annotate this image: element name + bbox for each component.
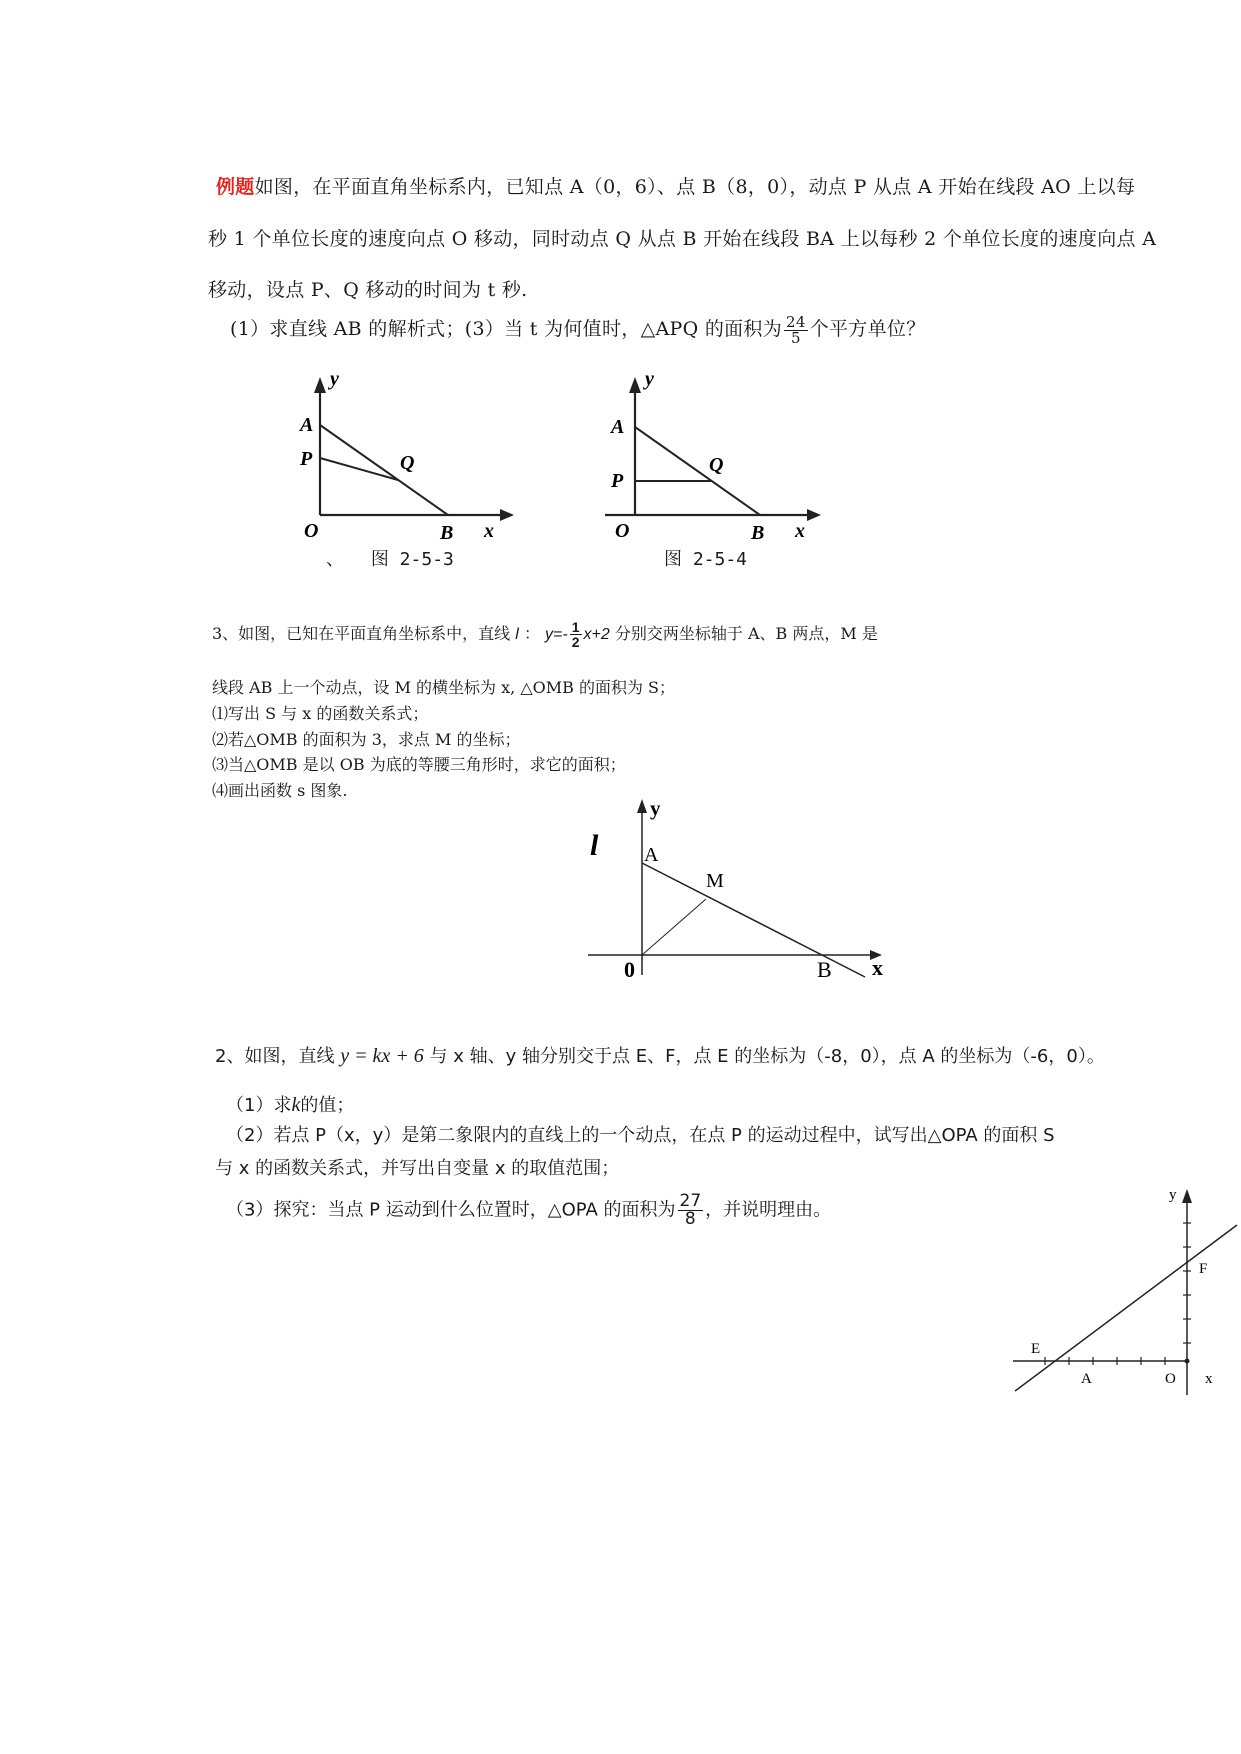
q2-item1-pre: （1）求	[226, 1095, 292, 1116]
example-line-2: 秒 1 个单位长度的速度向点 O 移动，同时动点 Q 从点 B 开始在线段 BA 上以每秒 2 个单位长度的速度向点 A	[208, 228, 1157, 250]
q2-fig-label-e: E	[1031, 1341, 1041, 1357]
fig2-label-a: A	[611, 416, 625, 438]
q2-line1-pre: 2、如图，直线	[215, 1046, 335, 1067]
q2-fig-label-y: y	[1169, 1187, 1177, 1203]
q2-item1-k: k	[291, 1094, 301, 1116]
fig1-label-p: P	[300, 448, 313, 470]
fig2-label-b: B	[751, 522, 765, 544]
q2-item-2-line-2: 与 x 的函数关系式，并写出自变量 x 的取值范围；	[215, 1158, 620, 1179]
q3-item-1: ⑴写出 S 与 x 的函数关系式；	[212, 704, 429, 723]
q2-item3-post: ，并说明理由。	[705, 1199, 832, 1221]
figure-2-5-3	[290, 365, 530, 570]
q3-colon: ：	[523, 624, 540, 643]
caption-mark: 、	[326, 549, 344, 570]
figure-2-5-4	[597, 365, 837, 570]
q3-line-2: 线段 AB 上一个动点，设 M 的横坐标为 x, △OMB 的面积为 S；	[212, 678, 676, 697]
fig1-label-q: Q	[400, 452, 415, 474]
example-question-post: 个平方单位？	[809, 318, 926, 340]
q2-item-2-line-1: （2）若点 P（x，y）是第二象限内的直线上的一个动点，在点 P 的运动过程中，试写出△OPA 的面积 S	[226, 1125, 1055, 1146]
q2-fig-label-f: F	[1199, 1261, 1208, 1277]
example-line-1	[216, 172, 1135, 199]
q3-item-4: ⑷画出函数 s 图象.	[212, 781, 348, 800]
q3-item-2: ⑵若△OMB 的面积为 3，求点 M 的坐标；	[212, 730, 521, 749]
fraction-denominator: 5	[790, 328, 801, 347]
fraction-24-5	[784, 312, 808, 347]
figure-q3	[580, 795, 900, 985]
fraction-numerator: 27	[679, 1191, 702, 1211]
q2-item1-post: 的值；	[300, 1095, 355, 1116]
fraction-denominator: 8	[684, 1209, 696, 1229]
fig2-label-p: P	[611, 470, 624, 492]
q2-line-1	[215, 1042, 1105, 1068]
q2-fig-label-o: O	[1165, 1371, 1176, 1387]
fig1-label-o: O	[304, 520, 319, 542]
figure-q2	[1005, 1185, 1241, 1405]
q3-fig-label-o: 0	[624, 957, 635, 982]
q3-fig-label-m: M	[706, 870, 724, 892]
example-line-3: 移动，设点 P、Q 移动的时间为 t 秒.	[208, 279, 528, 301]
q3-pre: 3、如图，已知在平面直角坐标系中，直线	[212, 624, 511, 643]
fig2-label-q: Q	[709, 454, 724, 476]
q2-fig-label-x: x	[1205, 1371, 1213, 1387]
fig1-label-x: x	[484, 520, 494, 542]
example-question	[230, 314, 926, 346]
fig2-label-x: x	[795, 520, 805, 542]
caption-text: 图 2-5-3	[370, 549, 454, 570]
example-question-pre: (1）求直线 AB 的解析式；(3）当 t 为何值时，△APQ 的面积为	[230, 318, 783, 340]
q3-line-1	[212, 620, 878, 649]
fraction-denominator: 2	[571, 634, 580, 650]
q3-fraction	[570, 620, 582, 649]
q3-item-3: ⑶当△OMB 是以 OB 为底的等腰三角形时，求它的面积；	[212, 755, 626, 774]
example-tag: 例题	[216, 176, 255, 198]
fig2-label-o: O	[615, 520, 630, 542]
fig1-label-y: y	[330, 368, 339, 390]
figure-2-5-4-caption: 图 2-5-4	[664, 549, 748, 570]
q3-fig-label-b: B	[817, 957, 832, 982]
q3-fig-label-y: y	[650, 796, 661, 820]
q2-item3-pre: （3）探究：当点 P 运动到什么位置时，△OPA 的面积为	[226, 1199, 676, 1221]
q2-equation: y = kx + 6	[340, 1045, 424, 1067]
example-text-1: 如图，在平面直角坐标系内，已知点 A（0，6）、点 B（8，0），动点 P 从点 A 开始在线段 AO 上以每	[254, 176, 1136, 198]
q2-item-3	[226, 1193, 831, 1228]
q3-fig-label-x: x	[872, 955, 883, 980]
fig2-label-y: y	[645, 368, 654, 390]
fig1-label-a: A	[300, 414, 314, 436]
q3-fig-label-a: A	[644, 844, 659, 866]
q3-eq-lhs: y=-	[545, 626, 568, 643]
q2-fraction-27-8	[678, 1193, 704, 1228]
q2-fig-label-a: A	[1081, 1371, 1092, 1387]
fig1-label-b: B	[440, 522, 454, 544]
q3-fig-label-l: l	[590, 829, 599, 862]
figure-2-5-3-caption	[326, 545, 454, 571]
fraction-numerator: 1	[571, 619, 580, 635]
q3-l: l	[515, 626, 519, 643]
q2-line1-post: 与 x 轴、y 轴分别交于点 E、F，点 E 的坐标为（-8，0），点 A 的坐标为（-6，0）。	[429, 1046, 1105, 1067]
q3-eq-rhs: x+2	[583, 626, 610, 643]
q3-post: 分别交两坐标轴于 A、B 两点，M 是	[614, 624, 878, 643]
fraction-numerator: 24	[786, 312, 806, 331]
q2-item-1	[226, 1091, 354, 1117]
